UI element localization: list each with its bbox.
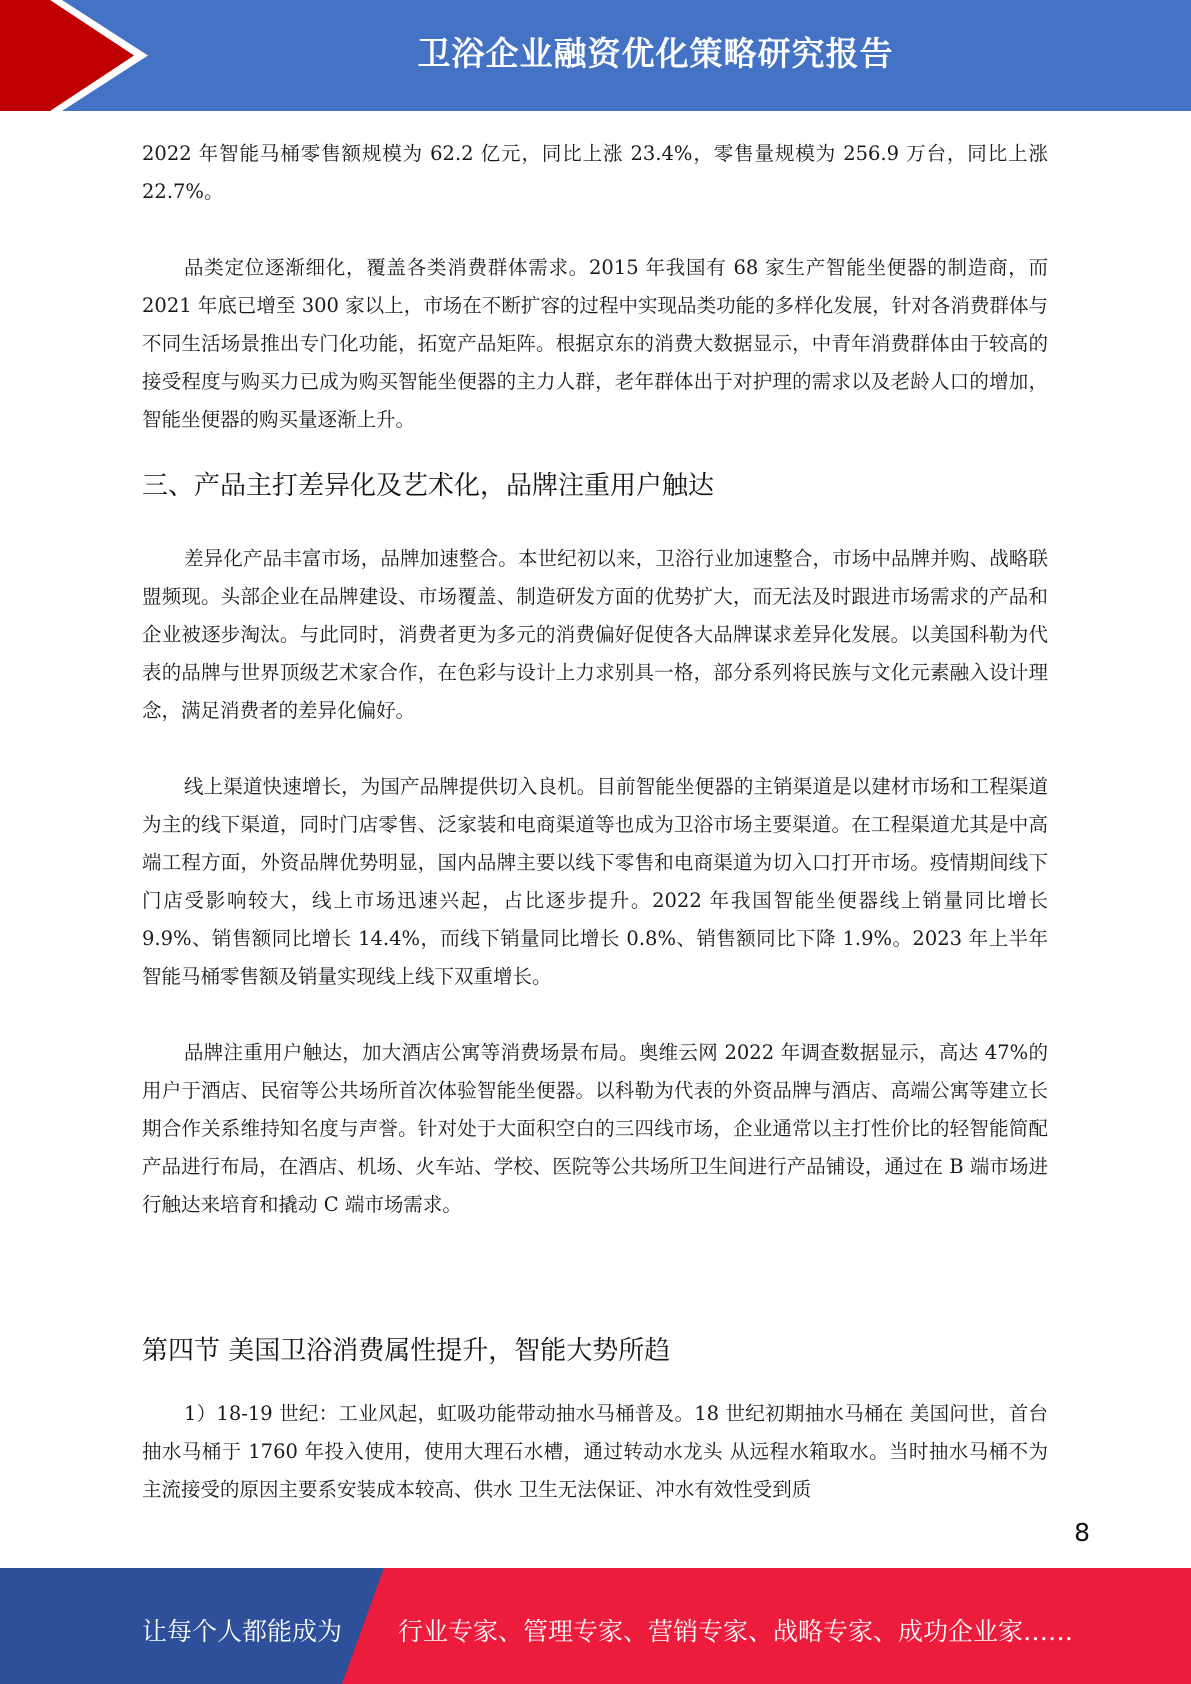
header-banner <box>0 0 1191 111</box>
paragraph-category-positioning: 品类定位逐渐细化，覆盖各类消费群体需求。2015 年我国有 68 家生产智能坐便器的制造商，而 2021 年底已增至 300 家以上，市场在不断扩容的过程中实现品类功能的多样化发展，针对各消费群体与不同生活场景推出专门化功能，拓宽产品矩阵。根据京东的消费大数据显示，中青年消费群体由于较高的接受程度与购买力已成为购买智能坐便器的主力人群，老年群体出于对护理的需求以及老龄人口的增加，智能坐便器的购买量逐渐上升。 <box>142 256 1048 431</box>
page-number: 8 <box>1074 1518 1090 1547</box>
document-title: 卫浴企业融资优化策略研究报告 <box>417 34 894 73</box>
footer-banner <box>0 1568 1191 1684</box>
footer-slogan-right: 行业专家、管理专家、营销专家、战略专家、成功企业家…… <box>398 1617 1074 1646</box>
section-heading-three: 三、产品主打差异化及艺术化，品牌注重用户触达 <box>142 471 715 501</box>
paragraph-history: 1）18-19 世纪：工业风起，虹吸功能带动抽水马桶普及。18 世纪初期抽水马桶在 美国问世，首台抽水马桶于 1760 年投入使用，使用大理石水槽，通过转动水龙头 从远程水箱取水。当时抽水马桶不为主流接受的原因主要系安装成本较高、供水 卫生无法保证、冲水有效性受到质 <box>142 1402 1048 1501</box>
document-body <box>142 135 1048 1509</box>
paragraph-retail-size: 2022 年智能马桶零售额规模为 62.2 亿元，同比上涨 23.4%，零售量规模为 256.9 万台，同比上涨 22.7%。 <box>142 142 1048 203</box>
paragraph-user-reach: 品牌注重用户触达，加大酒店公寓等消费场景布局。奥维云网 2022 年调查数据显示，高达 47%的用户于酒店、民宿等公共场所首次体验智能坐便器。以科勒为代表的外资品牌与酒店、高端公寓等建立长期合作关系维持知名度与声誉。针对处于大面积空白的三四线市场，企业通常以主打性价比的轻智能简配产品进行布局，在酒店、机场、火车站、学校、医院等公共场所卫生间进行产品铺设，通过在 B 端市场进行触达来培育和撬动 C 端市场需求。 <box>142 1041 1048 1216</box>
paragraph-online-channels: 线上渠道快速增长，为国产品牌提供切入良机。目前智能坐便器的主销渠道是以建材市场和工程渠道为主的线下渠道，同时门店零售、泛家装和电商渠道等也成为卫浴市场主要渠道。在工程渠道尤其是中高端工程方面，外资品牌优势明显，国内品牌主要以线下零售和电商渠道为切入口打开市场。疫情期间线下门店受影响较大，线上市场迅速兴起，占比逐步提升。2022 年我国智能坐便器线上销量同比增长 9.9%、销售额同比增长 14.4%，而线下销量同比增长 0.8%、销售额同比下降 1.9%。2023 年上半年智能马桶零售额及销量实现线上线下双重增长。 <box>142 775 1048 988</box>
footer-slogan-left: 让每个人都能成为 <box>142 1617 343 1646</box>
paragraph-differentiation: 差异化产品丰富市场，品牌加速整合。本世纪初以来，卫浴行业加速整合，市场中品牌并购、战略联盟频现。头部企业在品牌建设、市场覆盖、制造研发方面的优势扩大，而无法及时跟进市场需求的产品和企业被逐步淘汰。与此同时，消费者更为多元的消费偏好促使各大品牌谋求差异化发展。以美国科勒为代表的品牌与世界顶级艺术家合作，在色彩与设计上力求别具一格，部分系列将民族与文化元素融入设计理念，满足消费者的差异化偏好。 <box>142 547 1048 722</box>
section-heading-four: 第四节 美国卫浴消费属性提升，智能大势所趋 <box>142 1336 671 1366</box>
